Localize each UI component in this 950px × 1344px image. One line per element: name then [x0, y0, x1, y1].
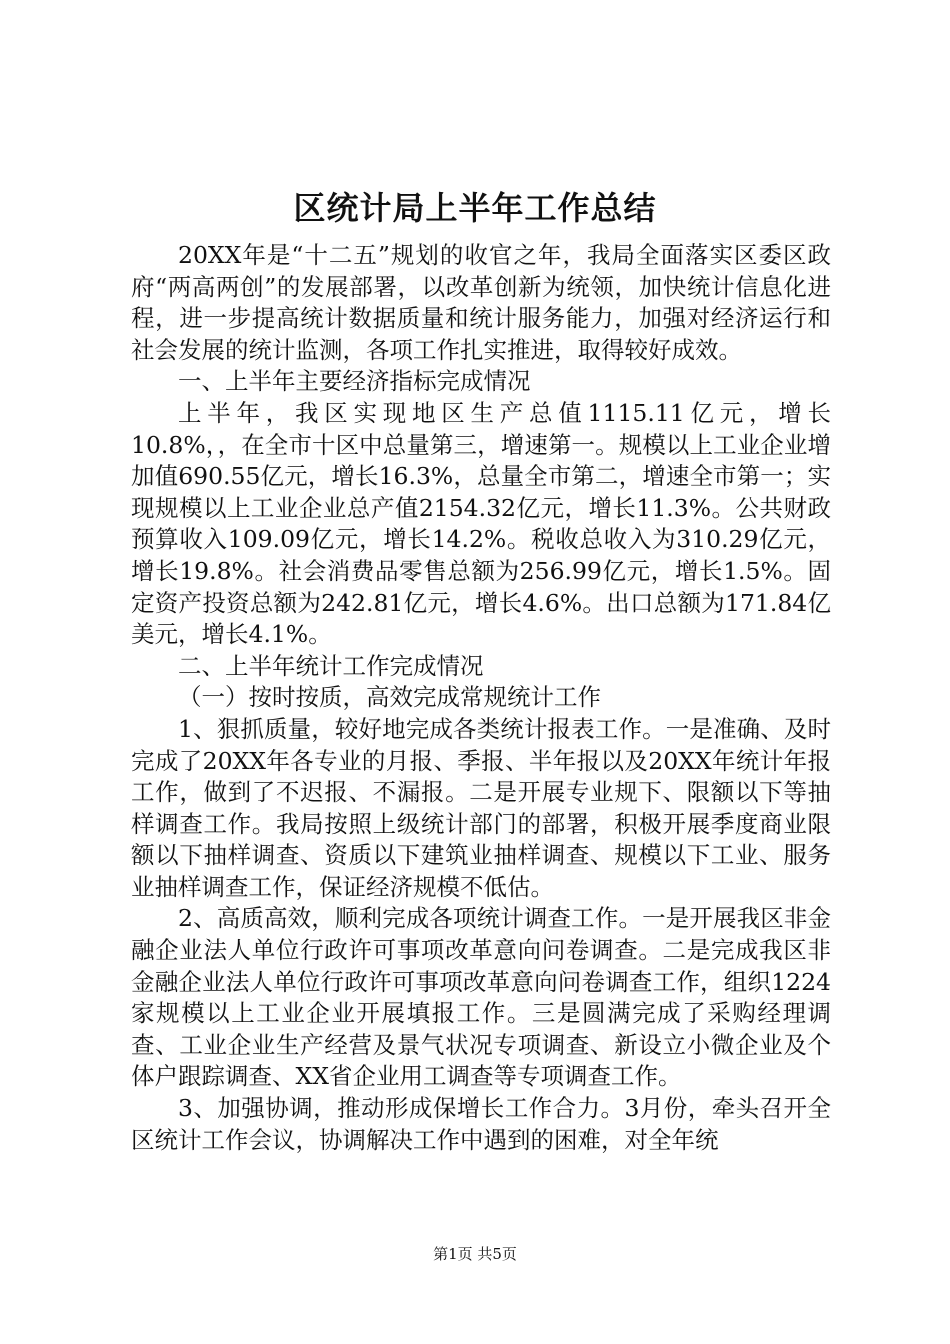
economic-indicators-paragraph: 上半年，我区实现地区生产总值1115.11亿元，增长10.8%，，在全市十区中总量第三，增速第一。规模以上工业企业增加值690.55亿元，增长16.3%，总量全市第二，增速全市第一；实现规模以上工业企业总产值2154.32亿元，增长11.3%。公共财政预算收入109.09亿元，增长14.2%。税收总收入为310.29亿元，增长19.8%。社会消费品零售总额为256.99亿元，增长1.5%。固定资产投资总额为242.81亿元，增长4.6%。出口总额为171.84亿美元，增长4.1%。	[131, 398, 831, 649]
section-heading-1: 一、上半年主要经济指标完成情况	[178, 367, 531, 396]
document-title: 区统计局上半年工作总结	[293, 189, 657, 227]
intro-paragraph: 20XX年是“十二五”规划的收官之年，我局全面落实区委区政府“两高两创”的发展部署，以改革创新为统领，加快统计信息化进程，进一步提高统计数据质量和统计服务能力，加强对经济运行和社会发展的统计监测，各项工作扎实推进，取得较好成效。	[131, 241, 831, 364]
subsection-heading-1: （一）按时按质，高效完成常规统计工作	[178, 683, 601, 712]
page-number-footer: 第1页 共5页	[433, 1245, 517, 1263]
item-paragraph-1: 1、狠抓质量，较好地完成各类统计报表工作。一是准确、及时完成了20XX年各专业的月报、季报、半年报以及20XX年统计年报工作，做到了不迟报、不漏报。二是开展专业规下、限额以下等抽样调查工作。我局按照上级统计部门的部署，积极开展季度商业限额以下抽样调查、资质以下建筑业抽样调查、规模以下工业、服务业抽样调查工作，保证经济规模不低估。	[131, 714, 831, 901]
item-paragraph-2: 2、高质高效，顺利完成各项统计调查工作。一是开展我区非金融企业法人单位行政许可事项改革意向问卷调查。二是完成我区非金融企业法人单位行政许可事项改革意向问卷调查工作，组织1224家规模以上工业企业开展填报工作。三是圆满完成了采购经理调查、工业企业生产经营及景气状况专项调查、新设立小微企业及个体户跟踪调查、XX省企业用工调查等专项调查工作。	[131, 904, 831, 1091]
item-paragraph-3: 3、加强协调，推动形成保增长工作合力。3月份，牵头召开全区统计工作会议，协调解决工作中遇到的困难，对全年统	[131, 1094, 831, 1154]
document-body	[131, 240, 831, 1156]
section-heading-2: 二、上半年统计工作完成情况	[178, 651, 484, 680]
